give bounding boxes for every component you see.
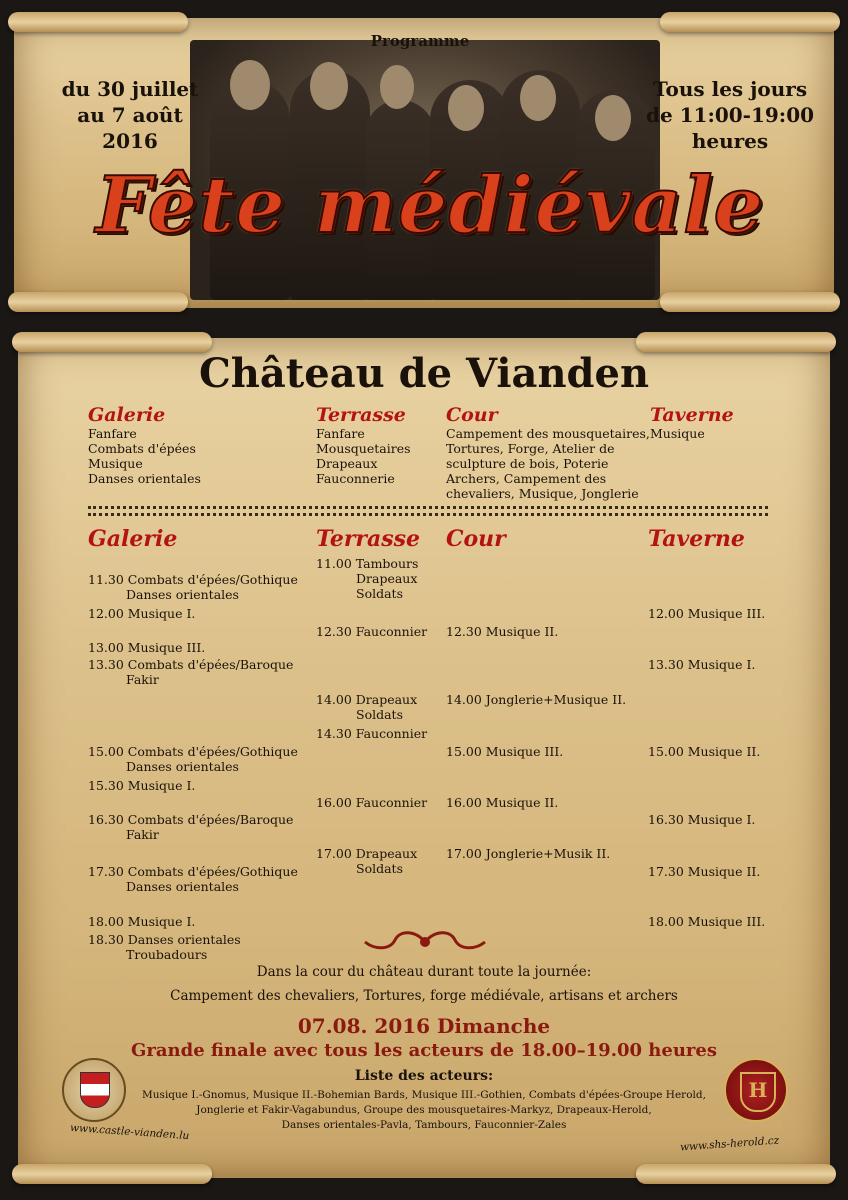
location-terrasse: Terrasse Fanfare Mousquetaires Drapeaux Fauconnerie (316, 404, 411, 486)
schedule-slot-terrasse: 12.30 Fauconnier (316, 624, 428, 639)
opening-hours: Tous les jours de 11:00-19:00 heures (645, 77, 815, 153)
ornament-icon (360, 925, 490, 959)
scroll-curl-top-right (660, 12, 840, 32)
programme-label: Programme (370, 32, 470, 50)
schedule-slot-galerie: 18.30 Danses orientales Troubadours (88, 932, 241, 962)
website-vianden-link[interactable]: www.castle-vianden.lu (69, 1121, 190, 1143)
schedule-slot-taverne: 12.00 Musique III. (648, 606, 766, 621)
finale-text: Grande finale avec tous les acteurs de 18.00–19.00 heures (131, 1040, 717, 1061)
ornamental-divider (88, 506, 768, 516)
location-cour: Cour Campement des mousquetaires, Tortures, Forge, Atelier de sculpture de bois, Poterie Archers, Campement des chevaliers, Musique, Jonglerie (446, 404, 650, 501)
page-title: Fête médiévale (95, 160, 765, 251)
finale-date: 07.08. 2016 Dimanche (297, 1014, 551, 1038)
website-herold-link[interactable]: www.shs-herold.cz (679, 1134, 780, 1154)
schedule-slot-galerie: 13.30 Combats d'épées/Baroque Fakir (88, 657, 294, 687)
daily-info-line1: Dans la cour du château durant toute la journée: (256, 964, 592, 980)
scroll-curl-main-bottom-right (636, 1164, 836, 1184)
schedule-slot-galerie: 17.30 Combats d'épées/Gothique Danses orientales (88, 864, 298, 894)
schedule-slot-galerie: 12.00 Musique I. (88, 606, 196, 621)
schedule-slot-terrasse: 11.00 Tambours Drapeaux Soldats (316, 556, 419, 601)
schedule-slot-taverne: 18.00 Musique III. (648, 914, 766, 929)
daily-info-line2: Campement des chevaliers, Tortures, forge médiévale, artisans et archers (170, 988, 678, 1004)
schedule-slot-galerie: 16.30 Combats d'épées/Baroque Fakir (88, 812, 294, 842)
schedule-slot-terrasse: 14.30 Fauconnier (316, 726, 428, 741)
scroll-curl-bottom-left (8, 292, 188, 312)
schedule-slot-cour: 17.00 Jonglerie+Musik II. (446, 846, 611, 861)
schedule-slot-taverne: 16.30 Musique I. (648, 812, 756, 827)
herold-emblem-icon: H (724, 1058, 788, 1122)
schedule-slot-terrasse: 16.00 Fauconnier (316, 795, 428, 810)
scroll-curl-main-top-right (636, 332, 836, 352)
vianden-coat-of-arms-icon (62, 1058, 126, 1122)
schedule-slot-taverne: 17.30 Musique II. (648, 864, 761, 879)
schedule-slot-cour: 16.00 Musique II. (446, 795, 559, 810)
schedule-slot-taverne: 13.30 Musique I. (648, 657, 756, 672)
actors-list: Musique I.-Gnomus, Musique II.-Bohemian Bards, Musique III.-Gothien, Combats d'épées-Groupe Herold, Jonglerie et Fakir-Vagabundus, Groupe des mousquetaires-Markyz, Drapeaux-Herold, Danses orientales-Pavla, Tambours, Fauconnier-Zales (142, 1089, 706, 1131)
actors-title: Liste des acteurs: (354, 1068, 494, 1084)
schedule-header-terrasse: Terrasse (316, 526, 421, 552)
event-dates: du 30 juillet au 7 août 2016 (61, 77, 199, 153)
schedule-header-taverne: Taverne (648, 526, 745, 552)
location-galerie: Galerie Fanfare Combats d'épées Musique Danses orientales (88, 404, 201, 486)
schedule-header-galerie: Galerie (88, 526, 178, 552)
scroll-curl-main-bottom-left (12, 1164, 212, 1184)
scroll-curl-bottom-right (660, 292, 840, 312)
schedule-slot-taverne: 15.00 Musique II. (648, 744, 761, 759)
schedule-slot-galerie: 11.30 Combats d'épées/Gothique Danses orientales (88, 572, 298, 602)
schedule-slot-cour: 15.00 Musique III. (446, 744, 564, 759)
schedule-slot-galerie: 15.30 Musique I. (88, 778, 196, 793)
scroll-curl-top-left (8, 12, 188, 32)
schedule-slot-galerie: 18.00 Musique I. (88, 914, 196, 929)
castle-name: Château de Vianden (198, 350, 650, 397)
scroll-curl-main-top-left (12, 332, 212, 352)
schedule-header-cour: Cour (446, 526, 506, 552)
schedule-slot-terrasse: 17.00 Drapeaux Soldats (316, 846, 418, 876)
location-taverne: Taverne Musique (650, 404, 734, 441)
schedule-slot-galerie: 13.00 Musique III. (88, 640, 206, 655)
schedule-slot-terrasse: 14.00 Drapeaux Soldats (316, 692, 418, 722)
schedule-slot-cour: 14.00 Jonglerie+Musique II. (446, 692, 627, 707)
schedule-slot-galerie: 15.00 Combats d'épées/Gothique Danses orientales (88, 744, 298, 774)
schedule-slot-cour: 12.30 Musique II. (446, 624, 559, 639)
